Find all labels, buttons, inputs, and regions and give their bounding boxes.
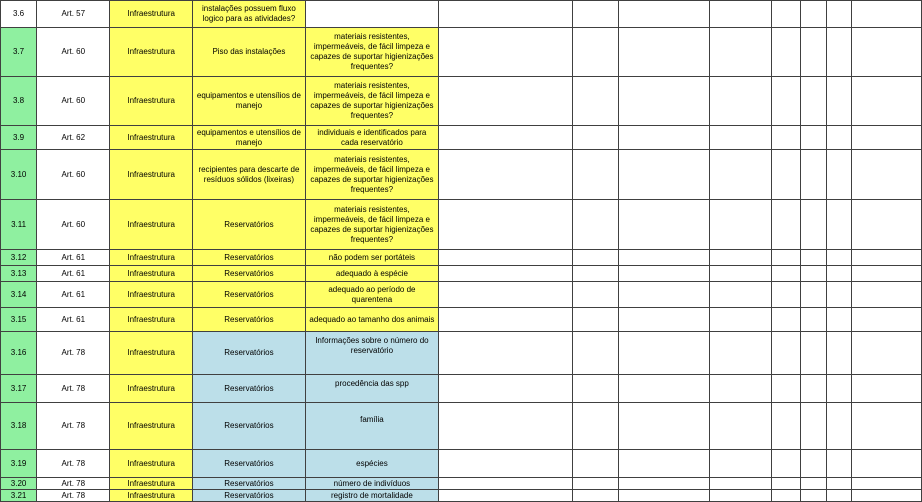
item-cell[interactable]: Reservatórios [192, 332, 305, 375]
table-row [1, 200, 922, 250]
empty-cell[interactable] [801, 1, 827, 28]
empty-cell[interactable] [710, 77, 772, 126]
empty-cell[interactable] [772, 200, 801, 250]
empty-cell[interactable] [438, 490, 573, 502]
row-number-cell[interactable]: 3.9 [1, 126, 37, 150]
item-cell[interactable]: instalações possuem fluxo logico para as atividades? [192, 1, 305, 28]
empty-cell[interactable] [710, 478, 772, 490]
empty-cell[interactable] [772, 490, 801, 502]
empty-cell[interactable] [618, 126, 710, 150]
requirement-cell[interactable]: não podem ser portáteis [305, 250, 438, 266]
empty-cell[interactable] [573, 450, 618, 478]
empty-cell[interactable] [801, 450, 827, 478]
empty-cell[interactable] [827, 126, 852, 150]
empty-cell[interactable] [801, 332, 827, 375]
article-cell[interactable]: Art. 61 [37, 266, 110, 282]
empty-cell[interactable] [573, 375, 618, 403]
empty-cell[interactable] [827, 478, 852, 490]
empty-cell[interactable] [438, 250, 573, 266]
empty-cell[interactable] [801, 150, 827, 200]
empty-cell[interactable] [772, 375, 801, 403]
empty-cell[interactable] [801, 250, 827, 266]
item-cell[interactable]: recipientes para descarte de resíduos sólidos (lixeiras) [192, 150, 305, 200]
empty-cell[interactable] [801, 266, 827, 282]
row-number-cell[interactable]: 3.13 [1, 266, 37, 282]
empty-cell[interactable] [772, 478, 801, 490]
empty-cell[interactable] [438, 450, 573, 478]
empty-cell[interactable] [827, 266, 852, 282]
empty-cell[interactable] [801, 478, 827, 490]
empty-cell[interactable] [772, 332, 801, 375]
empty-cell[interactable] [438, 150, 573, 200]
item-cell[interactable]: Reservatórios [192, 250, 305, 266]
empty-cell[interactable] [573, 250, 618, 266]
empty-cell[interactable] [573, 150, 618, 200]
row-number-cell[interactable]: 3.19 [1, 450, 37, 478]
empty-cell[interactable] [710, 150, 772, 200]
article-cell[interactable]: Art. 78 [37, 332, 110, 375]
empty-cell[interactable] [851, 332, 921, 375]
empty-cell[interactable] [851, 450, 921, 478]
empty-cell[interactable] [618, 77, 710, 126]
category-cell[interactable]: Infraestrutura [110, 28, 192, 77]
empty-cell[interactable] [438, 308, 573, 332]
article-cell[interactable]: Art. 61 [37, 282, 110, 308]
article-cell[interactable]: Art. 78 [37, 490, 110, 502]
item-cell[interactable]: Reservatórios [192, 478, 305, 490]
empty-cell[interactable] [573, 282, 618, 308]
category-cell[interactable]: Infraestrutura [110, 126, 192, 150]
empty-cell[interactable] [710, 1, 772, 28]
empty-cell[interactable] [618, 490, 710, 502]
item-cell[interactable]: Reservatórios [192, 403, 305, 450]
empty-cell[interactable] [851, 200, 921, 250]
row-number-cell[interactable]: 3.15 [1, 308, 37, 332]
empty-cell[interactable] [851, 250, 921, 266]
requirement-cell[interactable] [305, 1, 438, 28]
empty-cell[interactable] [851, 490, 921, 502]
article-cell[interactable]: Art. 61 [37, 308, 110, 332]
empty-cell[interactable] [801, 28, 827, 77]
empty-cell[interactable] [618, 250, 710, 266]
empty-cell[interactable] [801, 375, 827, 403]
empty-cell[interactable] [827, 403, 852, 450]
empty-cell[interactable] [618, 150, 710, 200]
empty-cell[interactable] [772, 126, 801, 150]
empty-cell[interactable] [772, 77, 801, 126]
item-cell[interactable]: equipamentos e utensílios de manejo [192, 77, 305, 126]
empty-cell[interactable] [772, 150, 801, 200]
empty-cell[interactable] [618, 28, 710, 77]
empty-cell[interactable] [851, 266, 921, 282]
empty-cell[interactable] [851, 478, 921, 490]
empty-cell[interactable] [618, 308, 710, 332]
item-cell[interactable]: equipamentos e utensílios de manejo [192, 126, 305, 150]
item-cell[interactable]: Reservatórios [192, 200, 305, 250]
empty-cell[interactable] [438, 282, 573, 308]
empty-cell[interactable] [772, 1, 801, 28]
item-cell[interactable]: Reservatórios [192, 266, 305, 282]
category-cell[interactable]: Infraestrutura [110, 1, 192, 28]
table-row [1, 77, 922, 126]
empty-cell[interactable] [710, 375, 772, 403]
empty-cell[interactable] [438, 126, 573, 150]
article-cell[interactable]: Art. 78 [37, 403, 110, 450]
empty-cell[interactable] [827, 450, 852, 478]
empty-cell[interactable] [710, 126, 772, 150]
empty-cell[interactable] [438, 478, 573, 490]
requirement-cell[interactable]: procedência das spp [305, 375, 438, 403]
category-cell[interactable]: Infraestrutura [110, 308, 192, 332]
category-cell[interactable]: Infraestrutura [110, 77, 192, 126]
empty-cell[interactable] [827, 332, 852, 375]
empty-cell[interactable] [573, 403, 618, 450]
empty-cell[interactable] [438, 200, 573, 250]
table-row [1, 490, 922, 502]
article-cell[interactable]: Art. 60 [37, 28, 110, 77]
row-number-cell[interactable]: 3.7 [1, 28, 37, 77]
empty-cell[interactable] [710, 28, 772, 77]
empty-cell[interactable] [573, 1, 618, 28]
requirement-cell[interactable]: adequado à espécie [305, 266, 438, 282]
row-number-cell[interactable]: 3.10 [1, 150, 37, 200]
table-row [1, 282, 922, 308]
table-row [1, 266, 922, 282]
table-row [1, 308, 922, 332]
category-cell[interactable]: Infraestrutura [110, 150, 192, 200]
empty-cell[interactable] [710, 250, 772, 266]
empty-cell[interactable] [710, 282, 772, 308]
article-cell[interactable]: Art. 60 [37, 150, 110, 200]
item-cell[interactable]: Reservatórios [192, 375, 305, 403]
requirement-cell[interactable]: número de indivíduos [305, 478, 438, 490]
item-cell[interactable]: Reservatórios [192, 282, 305, 308]
requirement-cell[interactable]: materiais resistentes, impermeáveis, de fácil limpeza e capazes de suportar higienizações frequentes? [305, 200, 438, 250]
table-row [1, 332, 922, 375]
empty-cell[interactable] [827, 375, 852, 403]
requirement-cell[interactable]: individuais e identificados para cada reservatório [305, 126, 438, 150]
empty-cell[interactable] [573, 478, 618, 490]
table-row [1, 28, 922, 77]
empty-cell[interactable] [573, 126, 618, 150]
empty-cell[interactable] [772, 282, 801, 308]
empty-cell[interactable] [772, 250, 801, 266]
table-row [1, 150, 922, 200]
empty-cell[interactable] [573, 490, 618, 502]
empty-cell[interactable] [827, 490, 852, 502]
empty-cell[interactable] [618, 282, 710, 308]
row-number-cell[interactable]: 3.14 [1, 282, 37, 308]
empty-cell[interactable] [851, 77, 921, 126]
requirement-cell[interactable]: espécies [305, 450, 438, 478]
empty-cell[interactable] [801, 308, 827, 332]
empty-cell[interactable] [438, 77, 573, 126]
row-number-cell[interactable]: 3.12 [1, 250, 37, 266]
requirement-cell[interactable]: Informações sobre o número do reservatório [305, 332, 438, 375]
requirement-cell[interactable]: registro de mortalidade [305, 490, 438, 502]
requirement-cell[interactable]: materiais resistentes, impermeáveis, de fácil limpeza e capazes de suportar higienizações frequentes? [305, 28, 438, 77]
table-row [1, 403, 922, 450]
table-row [1, 1, 922, 28]
empty-cell[interactable] [618, 450, 710, 478]
empty-cell[interactable] [438, 332, 573, 375]
requirement-cell[interactable]: adequado ao tamanho dos animais [305, 308, 438, 332]
item-cell[interactable]: Reservatórios [192, 490, 305, 502]
empty-cell[interactable] [801, 282, 827, 308]
empty-cell[interactable] [772, 450, 801, 478]
empty-cell[interactable] [827, 250, 852, 266]
article-cell[interactable]: Art. 60 [37, 200, 110, 250]
table-row [1, 478, 922, 490]
empty-cell[interactable] [438, 28, 573, 77]
empty-cell[interactable] [772, 266, 801, 282]
category-cell[interactable]: Infraestrutura [110, 450, 192, 478]
row-number-cell[interactable]: 3.18 [1, 403, 37, 450]
empty-cell[interactable] [827, 150, 852, 200]
empty-cell[interactable] [573, 200, 618, 250]
requirement-cell[interactable]: materiais resistentes, impermeáveis, de fácil limpeza e capazes de suportar higienizações frequentes? [305, 150, 438, 200]
table-row [1, 375, 922, 403]
category-cell[interactable]: Infraestrutura [110, 266, 192, 282]
empty-cell[interactable] [710, 266, 772, 282]
empty-cell[interactable] [618, 332, 710, 375]
empty-cell[interactable] [801, 126, 827, 150]
empty-cell[interactable] [573, 266, 618, 282]
row-number-cell[interactable]: 3.20 [1, 478, 37, 490]
empty-cell[interactable] [827, 200, 852, 250]
article-cell[interactable]: Art. 61 [37, 250, 110, 266]
row-number-cell[interactable]: 3.8 [1, 77, 37, 126]
empty-cell[interactable] [851, 403, 921, 450]
empty-cell[interactable] [801, 490, 827, 502]
row-number-cell[interactable]: 3.17 [1, 375, 37, 403]
empty-cell[interactable] [801, 77, 827, 126]
row-number-cell[interactable]: 3.11 [1, 200, 37, 250]
article-cell[interactable]: Art. 78 [37, 450, 110, 478]
empty-cell[interactable] [438, 375, 573, 403]
row-number-cell[interactable]: 3.21 [1, 490, 37, 502]
table-row [1, 250, 922, 266]
requirement-cell[interactable]: materiais resistentes, impermeáveis, de fácil limpeza e capazes de suportar higienizações frequentes? [305, 77, 438, 126]
empty-cell[interactable] [438, 403, 573, 450]
category-cell[interactable]: Infraestrutura [110, 332, 192, 375]
empty-cell[interactable] [851, 1, 921, 28]
article-cell[interactable]: Art. 60 [37, 77, 110, 126]
category-cell[interactable]: Infraestrutura [110, 403, 192, 450]
empty-cell[interactable] [618, 1, 710, 28]
empty-cell[interactable] [710, 308, 772, 332]
article-cell[interactable]: Art. 57 [37, 1, 110, 28]
empty-cell[interactable] [801, 200, 827, 250]
empty-cell[interactable] [710, 490, 772, 502]
item-cell[interactable]: Reservatórios [192, 450, 305, 478]
empty-cell[interactable] [827, 308, 852, 332]
empty-cell[interactable] [851, 375, 921, 403]
empty-cell[interactable] [772, 308, 801, 332]
empty-cell[interactable] [618, 375, 710, 403]
empty-cell[interactable] [827, 77, 852, 126]
empty-cell[interactable] [438, 1, 573, 28]
category-cell[interactable]: Infraestrutura [110, 478, 192, 490]
empty-cell[interactable] [573, 308, 618, 332]
category-cell[interactable]: Infraestrutura [110, 200, 192, 250]
empty-cell[interactable] [851, 308, 921, 332]
empty-cell[interactable] [618, 266, 710, 282]
category-cell[interactable]: Infraestrutura [110, 282, 192, 308]
empty-cell[interactable] [851, 126, 921, 150]
category-cell[interactable]: Infraestrutura [110, 490, 192, 502]
empty-cell[interactable] [801, 403, 827, 450]
empty-cell[interactable] [827, 1, 852, 28]
empty-cell[interactable] [851, 282, 921, 308]
empty-cell[interactable] [710, 450, 772, 478]
empty-cell[interactable] [710, 332, 772, 375]
empty-cell[interactable] [710, 200, 772, 250]
empty-cell[interactable] [573, 332, 618, 375]
empty-cell[interactable] [618, 200, 710, 250]
item-cell[interactable]: Reservatórios [192, 308, 305, 332]
item-cell[interactable]: Piso das instalações [192, 28, 305, 77]
empty-cell[interactable] [827, 282, 852, 308]
article-cell[interactable]: Art. 62 [37, 126, 110, 150]
table-row [1, 450, 922, 478]
empty-cell[interactable] [827, 28, 852, 77]
empty-cell[interactable] [618, 403, 710, 450]
empty-cell[interactable] [618, 478, 710, 490]
article-cell[interactable]: Art. 78 [37, 375, 110, 403]
article-cell[interactable]: Art. 78 [37, 478, 110, 490]
row-number-cell[interactable]: 3.16 [1, 332, 37, 375]
empty-cell[interactable] [438, 266, 573, 282]
category-cell[interactable]: Infraestrutura [110, 250, 192, 266]
requirement-cell[interactable]: família [305, 403, 438, 450]
empty-cell[interactable] [573, 28, 618, 77]
empty-cell[interactable] [710, 403, 772, 450]
empty-cell[interactable] [772, 28, 801, 77]
requirement-cell[interactable]: adequado ao período de quarentena [305, 282, 438, 308]
empty-cell[interactable] [851, 150, 921, 200]
row-number-cell[interactable]: 3.6 [1, 1, 37, 28]
empty-cell[interactable] [573, 77, 618, 126]
empty-cell[interactable] [772, 403, 801, 450]
empty-cell[interactable] [851, 28, 921, 77]
category-cell[interactable]: Infraestrutura [110, 375, 192, 403]
table-row [1, 126, 922, 150]
